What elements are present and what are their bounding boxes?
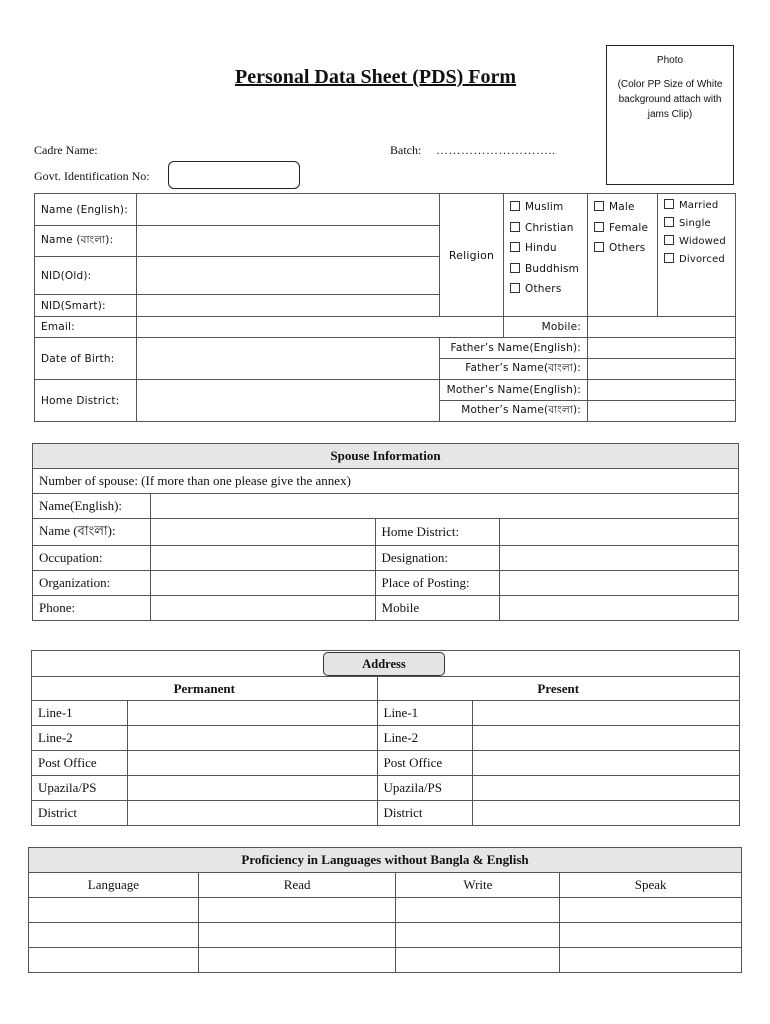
govt-id-input[interactable]: [168, 161, 300, 189]
spouse-header: Spouse Information: [33, 444, 739, 469]
spouse-name-english-field[interactable]: [150, 494, 738, 519]
speak-cell[interactable]: [560, 923, 742, 948]
spouse-occupation-field[interactable]: [150, 546, 375, 571]
checkbox-icon[interactable]: [594, 201, 604, 211]
name-bangla-field[interactable]: [136, 226, 439, 257]
table-row: [29, 948, 742, 973]
read-cell[interactable]: [198, 898, 396, 923]
mother-name-bangla-label: Mother’s Name(বাংলা):: [440, 401, 588, 422]
read-column-header: Read: [198, 873, 396, 898]
spouse-phone-label: Phone:: [33, 596, 151, 621]
present-post-office-label: Post Office: [377, 751, 473, 776]
checkbox-icon[interactable]: [664, 235, 674, 245]
permanent-upazila-label: Upazila/PS: [32, 776, 128, 801]
checkbox-icon[interactable]: [664, 253, 674, 263]
permanent-line1-label: Line-1: [32, 701, 128, 726]
marital-option-single[interactable]: Single: [664, 215, 729, 233]
mobile-label: Mobile:: [504, 317, 588, 338]
write-cell[interactable]: [396, 898, 560, 923]
permanent-line2-field[interactable]: [127, 726, 377, 751]
spouse-organization-label: Organization:: [33, 571, 151, 596]
spouse-number-label[interactable]: Number of spouse: (If more than one please give the annex): [33, 469, 739, 494]
name-english-field[interactable]: [136, 194, 439, 226]
permanent-post-office-field[interactable]: [127, 751, 377, 776]
present-line1-label: Line-1: [377, 701, 473, 726]
languages-table: [28, 847, 742, 973]
table-row: [29, 898, 742, 923]
write-cell[interactable]: [396, 923, 560, 948]
spouse-posting-field[interactable]: [500, 571, 739, 596]
spouse-designation-label: Designation:: [375, 546, 500, 571]
present-upazila-field[interactable]: [473, 776, 740, 801]
gender-options: [587, 194, 657, 317]
page-title: Personal Data Sheet (PDS) Form: [235, 66, 517, 88]
mobile-field[interactable]: [587, 317, 735, 338]
checkbox-icon[interactable]: [664, 217, 674, 227]
nid-smart-label: NID(Smart):: [35, 295, 137, 317]
present-district-label: District: [377, 801, 473, 826]
language-cell[interactable]: [29, 923, 199, 948]
checkbox-icon[interactable]: [510, 201, 520, 211]
father-name-english-field[interactable]: [587, 338, 735, 359]
spouse-name-bangla-field[interactable]: [150, 519, 375, 546]
nid-old-label: NID(Old):: [35, 257, 137, 295]
personal-info-table: [34, 193, 736, 422]
mother-name-english-field[interactable]: [587, 380, 735, 401]
religion-option-muslim[interactable]: Muslim: [510, 197, 581, 218]
permanent-upazila-field[interactable]: [127, 776, 377, 801]
spouse-home-district-label: Home District:: [375, 519, 500, 546]
dob-field[interactable]: [136, 338, 439, 380]
language-cell[interactable]: [29, 948, 199, 973]
dob-label: Date of Birth:: [35, 338, 137, 380]
write-cell[interactable]: [396, 948, 560, 973]
photo-box[interactable]: [606, 45, 734, 185]
batch-label: Batch:: [390, 143, 422, 157]
batch-dots[interactable]: ………………………..: [436, 143, 556, 157]
spouse-occupation-label: Occupation:: [33, 546, 151, 571]
govt-id-label: Govt. Identification No:: [34, 169, 150, 183]
spouse-mobile-field[interactable]: [500, 596, 739, 621]
permanent-district-label: District: [32, 801, 128, 826]
table-row: [29, 923, 742, 948]
spouse-mobile-label: Mobile: [375, 596, 500, 621]
permanent-line2-label: Line-2: [32, 726, 128, 751]
religion-option-others[interactable]: Others: [510, 279, 581, 300]
read-cell[interactable]: [198, 923, 396, 948]
present-district-field[interactable]: [473, 801, 740, 826]
email-field[interactable]: [136, 317, 503, 338]
gender-option-others[interactable]: Others: [594, 238, 651, 259]
religion-option-christian[interactable]: Christian: [510, 218, 581, 239]
mother-name-bangla-field[interactable]: [587, 401, 735, 422]
religion-option-buddhism[interactable]: Buddhism: [510, 259, 581, 280]
present-line1-field[interactable]: [473, 701, 740, 726]
marital-option-married[interactable]: Married: [664, 197, 729, 215]
spouse-organization-field[interactable]: [150, 571, 375, 596]
language-column-header: Language: [29, 873, 199, 898]
cadre-name-label: Cadre Name:: [34, 143, 98, 157]
religion-options: [504, 194, 588, 317]
checkbox-icon[interactable]: [510, 283, 520, 293]
religion-label: Religion: [440, 194, 504, 317]
address-header: Address: [323, 652, 445, 676]
permanent-district-field[interactable]: [127, 801, 377, 826]
home-district-field[interactable]: [136, 380, 439, 422]
spouse-name-bangla-label: Name (বাংলা):: [33, 519, 151, 546]
spouse-info-table: [32, 443, 739, 621]
read-cell[interactable]: [198, 948, 396, 973]
mother-name-english-label: Mother’s Name(English):: [440, 380, 588, 401]
spouse-home-district-field[interactable]: [500, 519, 739, 546]
address-table: [31, 650, 740, 826]
father-name-bangla-field[interactable]: [587, 359, 735, 380]
gender-option-male[interactable]: Male: [594, 197, 651, 218]
nid-smart-field[interactable]: [136, 295, 439, 317]
present-post-office-field[interactable]: [473, 751, 740, 776]
checkbox-icon[interactable]: [510, 242, 520, 252]
permanent-line1-field[interactable]: [127, 701, 377, 726]
permanent-post-office-label: Post Office: [32, 751, 128, 776]
permanent-address-header: Permanent: [32, 677, 378, 701]
languages-header: Proficiency in Languages without Bangla & English: [29, 848, 742, 873]
speak-column-header: Speak: [560, 873, 742, 898]
marital-option-divorced[interactable]: Divorced: [664, 251, 729, 269]
checkbox-icon[interactable]: [664, 199, 674, 209]
religion-option-hindu[interactable]: Hindu: [510, 238, 581, 259]
present-line2-field[interactable]: [473, 726, 740, 751]
marital-options: [657, 194, 735, 317]
name-bangla-label: Name (বাংলা):: [35, 226, 137, 257]
photo-heading: Photo: [656, 55, 684, 66]
spouse-posting-label: Place of Posting:: [375, 571, 500, 596]
home-district-label: Home District:: [35, 380, 137, 422]
nid-old-field[interactable]: [136, 257, 439, 295]
father-name-english-label: Father’s Name(English):: [440, 338, 588, 359]
present-address-header: Present: [377, 677, 740, 701]
write-column-header: Write: [396, 873, 560, 898]
email-label: Email:: [35, 317, 137, 338]
father-name-bangla-label: Father’s Name(বাংলা):: [440, 359, 588, 380]
checkbox-icon[interactable]: [594, 242, 604, 252]
checkbox-icon[interactable]: [594, 222, 604, 232]
present-upazila-label: Upazila/PS: [377, 776, 473, 801]
checkbox-icon[interactable]: [510, 263, 520, 273]
checkbox-icon[interactable]: [510, 222, 520, 232]
present-line2-label: Line-2: [377, 726, 473, 751]
gender-option-female[interactable]: Female: [594, 218, 651, 239]
language-cell[interactable]: [29, 898, 199, 923]
spouse-designation-field[interactable]: [500, 546, 739, 571]
speak-cell[interactable]: [560, 898, 742, 923]
speak-cell[interactable]: [560, 948, 742, 973]
spouse-phone-field[interactable]: [150, 596, 375, 621]
photo-note: (Color PP Size of White background attach with jams Clip): [617, 79, 723, 120]
spouse-name-english-label: Name(English):: [33, 494, 151, 519]
name-english-label: Name (English):: [35, 194, 137, 226]
marital-option-widowed[interactable]: Widowed: [664, 233, 729, 251]
